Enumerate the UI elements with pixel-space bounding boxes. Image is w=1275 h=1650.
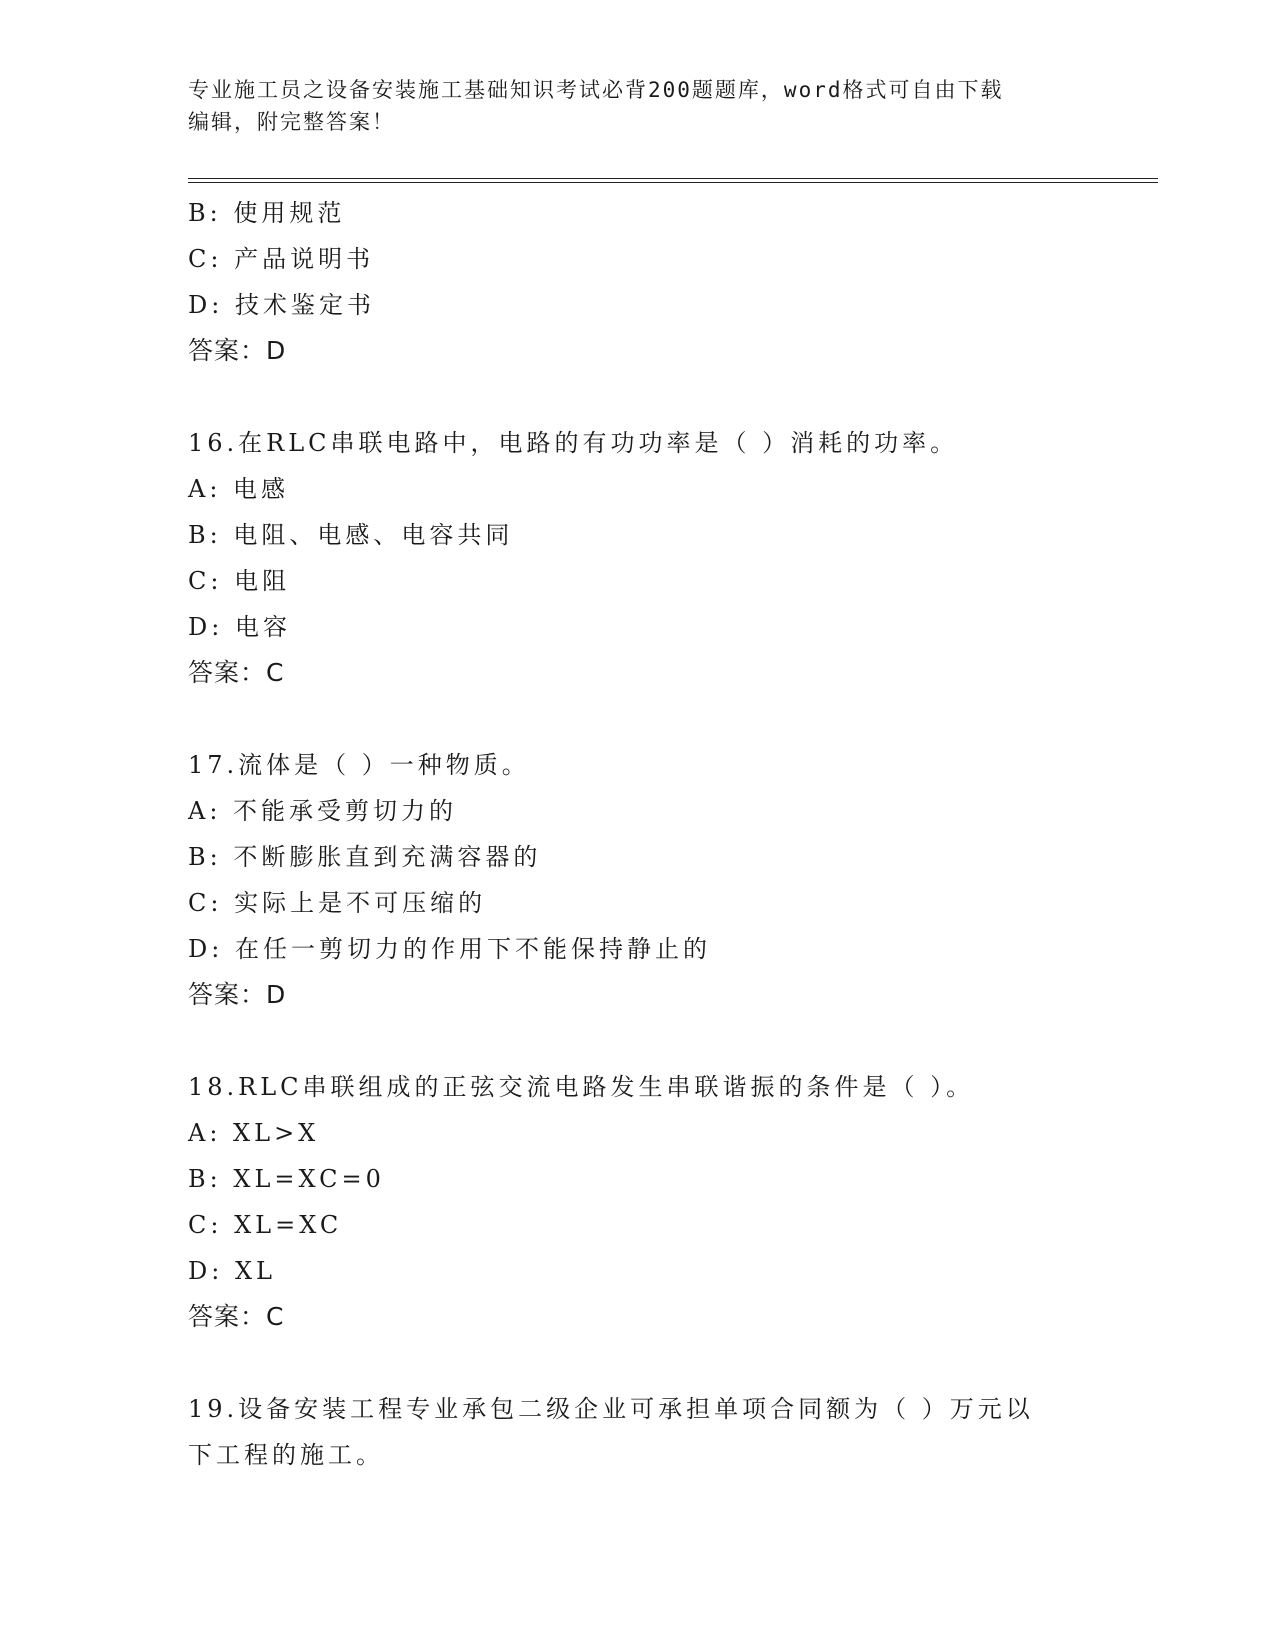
question-stem: 18.RLC串联组成的正弦交流电路发生串联谐振的条件是（ ）。 bbox=[188, 1073, 975, 1101]
option-b: B: 不断膨胀直到充满容器的 bbox=[188, 843, 542, 871]
option-b: B: XL=XC=0 bbox=[188, 1165, 385, 1193]
question-17 bbox=[188, 742, 1088, 1018]
option-d: D: 电容 bbox=[188, 613, 291, 641]
document-header bbox=[188, 74, 1088, 138]
option-d: D: 技术鉴定书 bbox=[188, 291, 375, 319]
option-d: D: 在任一剪切力的作用下不能保持静止的 bbox=[188, 935, 711, 963]
question-stem: 17.流体是（ ）一种物质。 bbox=[188, 751, 530, 779]
answer: 答案：D bbox=[188, 980, 287, 1009]
spacer bbox=[188, 1018, 1088, 1064]
option-a: A: 电感 bbox=[188, 475, 290, 503]
question-16 bbox=[188, 420, 1088, 696]
answer: 答案：C bbox=[188, 1302, 285, 1331]
option-c: C: 产品说明书 bbox=[188, 245, 375, 273]
option-b: B: 使用规范 bbox=[188, 199, 346, 227]
question-19 bbox=[188, 1386, 1088, 1478]
question-stem-line-1: 19.设备安装工程专业承包二级企业可承担单项合同额为（ ）万元以 bbox=[188, 1395, 1034, 1423]
question-list bbox=[188, 190, 1088, 1478]
option-c: C: 实际上是不可压缩的 bbox=[188, 889, 487, 917]
header-divider bbox=[188, 178, 1158, 183]
option-c: C: XL=XC bbox=[188, 1211, 343, 1239]
header-line-2: 编辑，附完整答案！ bbox=[188, 110, 395, 134]
spacer bbox=[188, 696, 1088, 742]
answer: 答案：D bbox=[188, 336, 287, 365]
option-a: A: 不能承受剪切力的 bbox=[188, 797, 458, 825]
spacer bbox=[188, 374, 1088, 420]
spacer bbox=[188, 1340, 1088, 1386]
option-c: C: 电阻 bbox=[188, 567, 291, 595]
option-b: B: 电阻、电感、电容共同 bbox=[188, 521, 514, 549]
question-15-continued bbox=[188, 190, 1088, 374]
option-d: D: XL bbox=[188, 1257, 276, 1285]
header-line-1: 专业施工员之设备安装施工基础知识考试必背200题题库，word格式可自由下载 bbox=[188, 78, 1004, 102]
question-18 bbox=[188, 1064, 1088, 1340]
answer: 答案：C bbox=[188, 658, 285, 687]
question-stem-line-2: 下工程的施工。 bbox=[188, 1441, 384, 1469]
option-a: A: XL>X bbox=[188, 1119, 320, 1147]
question-stem: 16.在RLC串联电路中，电路的有功功率是（ ）消耗的功率。 bbox=[188, 429, 959, 457]
